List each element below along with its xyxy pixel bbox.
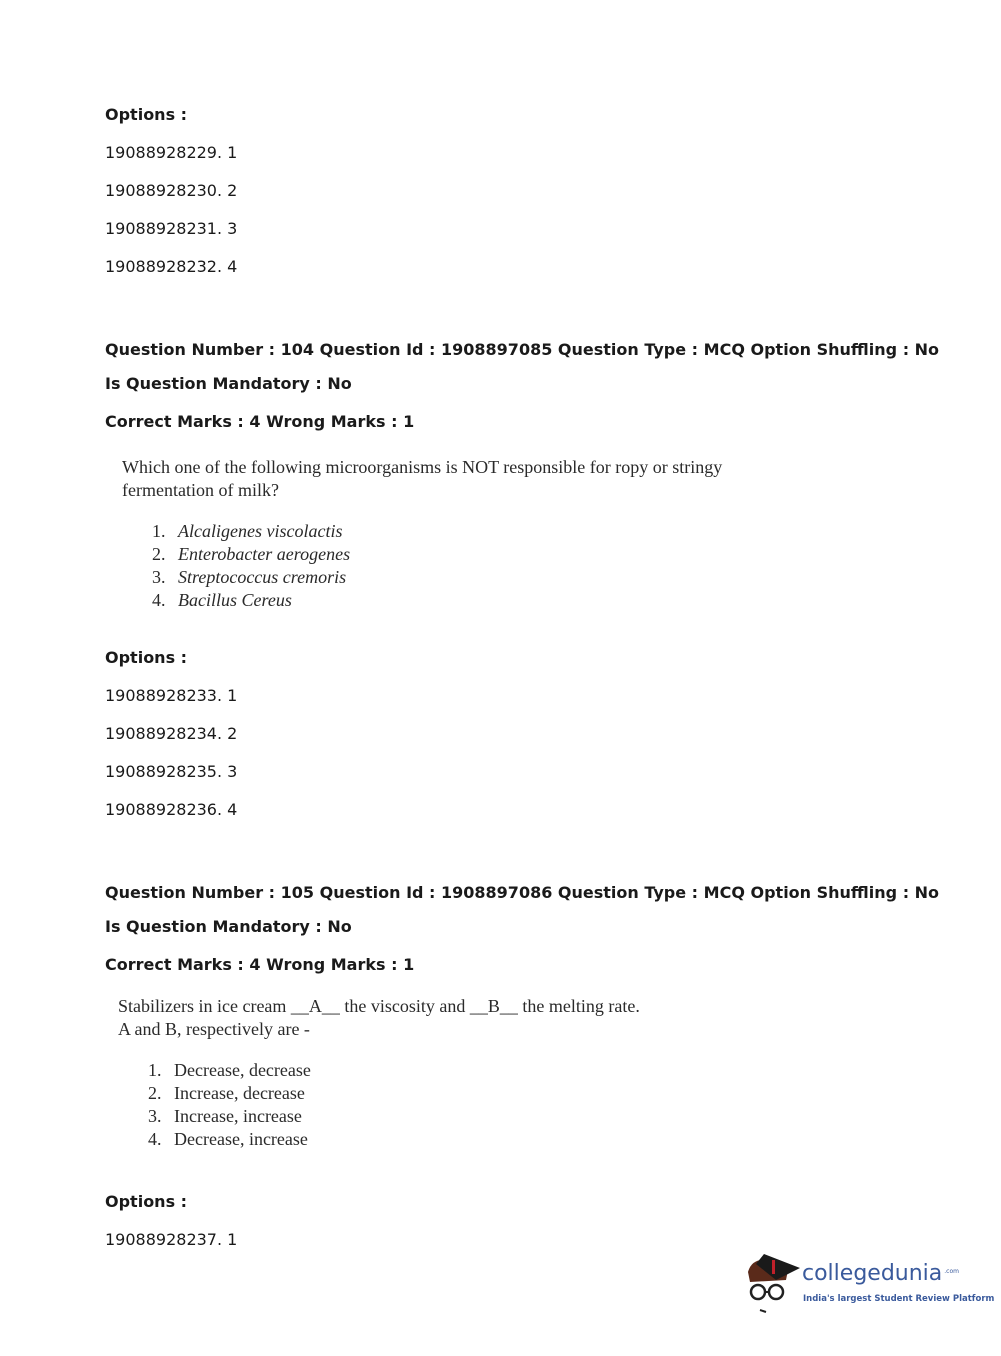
option-item: 19088928233. 1 bbox=[105, 686, 238, 705]
option-item: 19088928231. 3 bbox=[105, 219, 238, 238]
options-label: Options : bbox=[105, 648, 188, 667]
choice-text: Increase, increase bbox=[174, 1106, 302, 1126]
question-mandatory: Is Question Mandatory : No bbox=[105, 917, 352, 936]
brand-suffix: .com bbox=[944, 1268, 959, 1275]
mascot-icon bbox=[742, 1250, 802, 1320]
options-label: Options : bbox=[105, 105, 188, 124]
brand-row bbox=[802, 1260, 959, 1288]
question-mandatory: Is Question Mandatory : No bbox=[105, 374, 352, 393]
choice-number: 1. bbox=[148, 1060, 162, 1080]
question-header: Question Number : 104 Question Id : 1908897085 Question Type : MCQ Option Shuffling : No bbox=[105, 340, 940, 359]
choice-list bbox=[148, 1059, 640, 1151]
option-item: 19088928232. 4 bbox=[105, 257, 238, 276]
option-item: 19088928235. 3 bbox=[105, 762, 238, 781]
choice-number: 3. bbox=[148, 1106, 162, 1126]
choice-item bbox=[148, 1082, 640, 1105]
choice-item bbox=[148, 1105, 640, 1128]
brand-name: collegedunia bbox=[802, 1261, 943, 1286]
option-item: 19088928229. 1 bbox=[105, 143, 238, 162]
choice-item bbox=[148, 1128, 640, 1151]
choice-item bbox=[152, 589, 722, 612]
option-item: 19088928230. 2 bbox=[105, 181, 238, 200]
choice-item bbox=[148, 1059, 640, 1082]
option-item: 19088928236. 4 bbox=[105, 800, 238, 819]
question-stem: Stabilizers in ice cream __A__ the viscosity and __B__ the melting rate. bbox=[118, 996, 640, 1016]
choice-text: Bacillus Cereus bbox=[178, 590, 292, 610]
question-stem: fermentation of milk? bbox=[122, 480, 279, 500]
choice-number: 2. bbox=[152, 544, 166, 564]
choice-list bbox=[152, 520, 722, 612]
choice-text: Enterobacter aerogenes bbox=[178, 544, 351, 564]
choice-text: Increase, decrease bbox=[174, 1083, 305, 1103]
collegedunia-logo bbox=[742, 1250, 995, 1320]
question-stem: Which one of the following microorganisms is NOT responsible for ropy or stringy bbox=[122, 457, 723, 477]
choice-item bbox=[152, 520, 722, 543]
question-stem: A and B, respectively are - bbox=[118, 1019, 310, 1039]
choice-number: 4. bbox=[148, 1129, 162, 1149]
options-label: Options : bbox=[105, 1192, 188, 1211]
question-marks: Correct Marks : 4 Wrong Marks : 1 bbox=[105, 412, 415, 431]
question-marks: Correct Marks : 4 Wrong Marks : 1 bbox=[105, 955, 415, 974]
choice-text: Alcaligenes viscolactis bbox=[178, 521, 343, 541]
question-body bbox=[122, 456, 722, 612]
choice-number: 4. bbox=[152, 590, 166, 610]
choice-number: 2. bbox=[148, 1083, 162, 1103]
option-item: 19088928234. 2 bbox=[105, 724, 238, 743]
choice-number: 3. bbox=[152, 567, 166, 587]
choice-text: Streptococcus cremoris bbox=[178, 567, 347, 587]
choice-number: 1. bbox=[152, 521, 166, 541]
choice-item bbox=[152, 543, 722, 566]
question-header: Question Number : 105 Question Id : 1908897086 Question Type : MCQ Option Shuffling : No bbox=[105, 883, 940, 902]
brand-tagline: India's largest Student Review Platform bbox=[803, 1294, 995, 1304]
choice-text: Decrease, increase bbox=[174, 1129, 308, 1149]
choice-item bbox=[152, 566, 722, 589]
option-item: 19088928237. 1 bbox=[105, 1230, 238, 1249]
question-body bbox=[118, 995, 640, 1151]
choice-text: Decrease, decrease bbox=[174, 1060, 311, 1080]
